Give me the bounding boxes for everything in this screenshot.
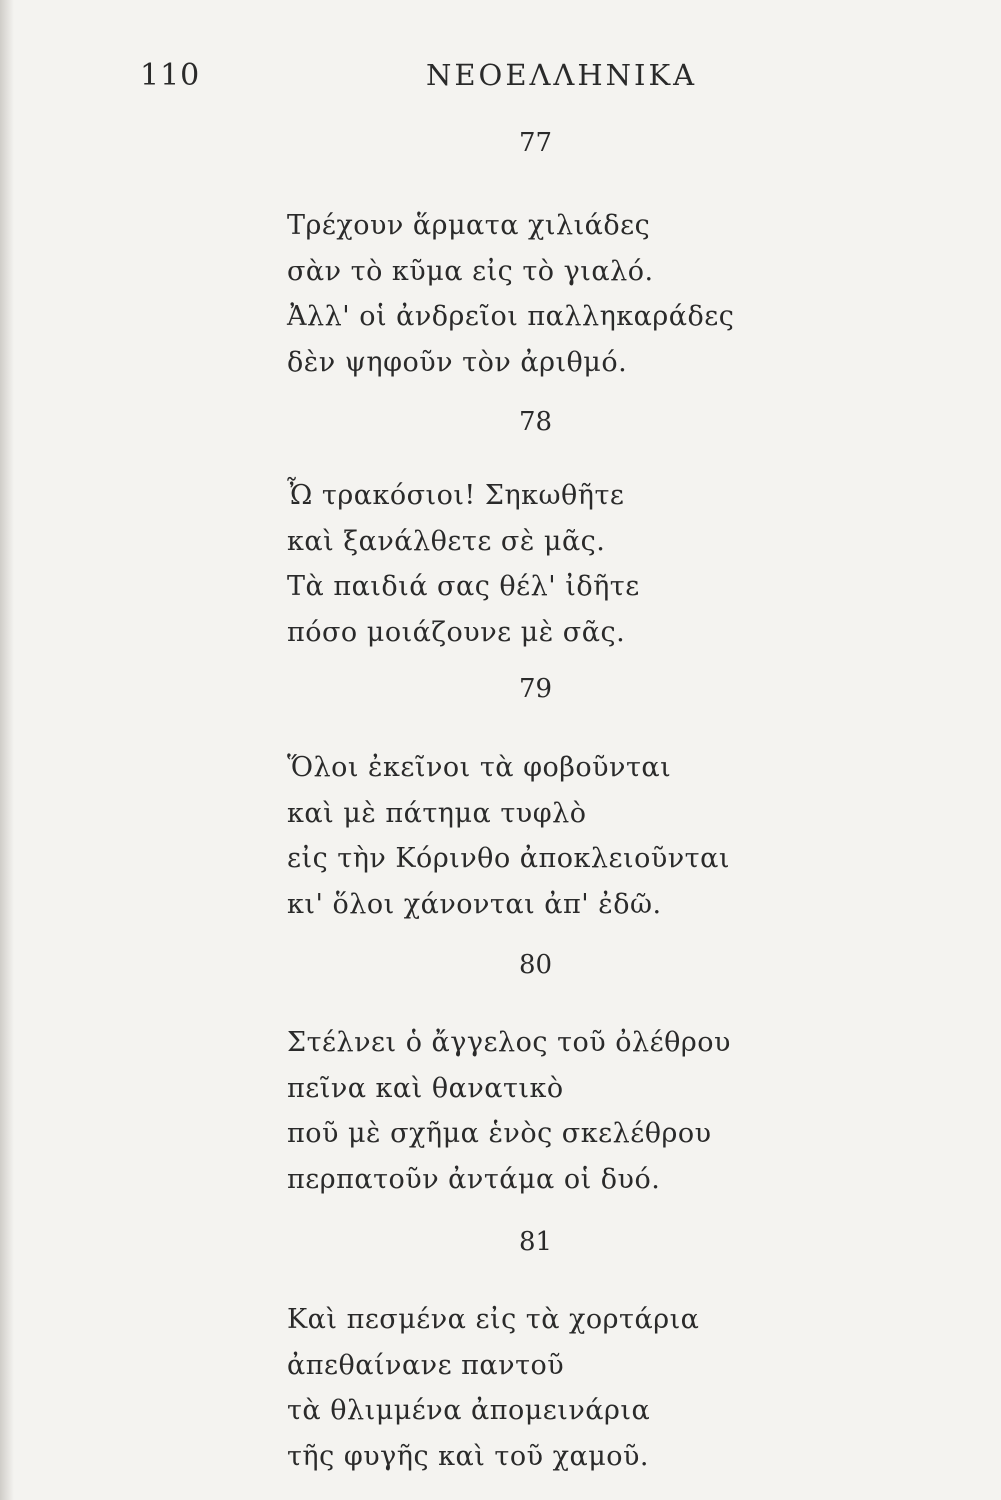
verse-line: πεῖνα καὶ θανατικὸ	[287, 1072, 564, 1104]
stanza	[287, 1297, 699, 1479]
stanza-number: 78	[518, 407, 553, 437]
verse-line: Καὶ πεσμένα εἰς τὰ χορτάρια	[287, 1304, 700, 1335]
verse-line: Ὅλοι ἐκεῖνοι τὰ φοβοῦνται	[287, 752, 672, 783]
verse-line: Στέλνει ὁ ἄγγελος τοῦ ὀλέθρου	[287, 1027, 731, 1058]
verse-line: Ἀλλ' οἱ ἀνδρεῖοι παλληκαράδες	[287, 301, 735, 332]
verse-line: τῆς φυγῆς καὶ τοῦ χαμοῦ.	[287, 1440, 650, 1472]
verse-line: ποῦ μὲ σχῆμα ἑνὸς σκελέθρου	[287, 1118, 712, 1149]
stanza-number: 79	[518, 674, 553, 704]
verse-line: Τρέχουν ἅρματα χιλιάδες	[287, 210, 651, 241]
verse-line: ἀπεθαίνανε παντοῦ	[287, 1349, 565, 1381]
verse-line: πόσο μοιάζουνε μὲ σᾶς.	[287, 616, 626, 648]
verse-line: Τὰ παιδιά σας θέλ' ἰδῆτε	[287, 571, 640, 602]
stanza	[287, 473, 640, 655]
verse-line: καὶ μὲ πάτημα τυφλὸ	[287, 797, 587, 829]
stanza-number: 81	[518, 1227, 553, 1257]
stanza	[287, 745, 730, 927]
running-title: ΝΕΟΕΛΛΗΝΙΚΑ	[426, 58, 698, 92]
stanza	[287, 203, 734, 385]
page-number: 110	[140, 58, 201, 93]
stanza-number: 80	[518, 950, 553, 980]
verse-line: εἰς τὴν Κόρινθο ἀποκλειοῦνται	[287, 843, 730, 874]
verse-line: Ὦ τρακόσιοι! Σηκωθῆτε	[287, 480, 625, 511]
verse-line: περπατοῦν ἀντάμα οἱ δυό.	[287, 1163, 661, 1195]
verse-line: τὰ θλιμμένα ἀπομεινάρια	[287, 1395, 651, 1426]
verse-line: δὲν ψηφοῦν τὸν ἀριθμό.	[287, 346, 628, 378]
verse-line: καὶ ξανάλθετε σὲ μᾶς.	[287, 525, 606, 557]
verse-line: σὰν τὸ κῦμα εἰς τὸ γιαλό.	[287, 255, 654, 287]
stanza-number: 77	[518, 128, 553, 158]
stanza	[287, 1020, 731, 1202]
page-gutter-shadow	[0, 0, 14, 1500]
verse-line: κι' ὅλοι χάνονται ἀπ' ἐδῶ.	[287, 888, 662, 920]
